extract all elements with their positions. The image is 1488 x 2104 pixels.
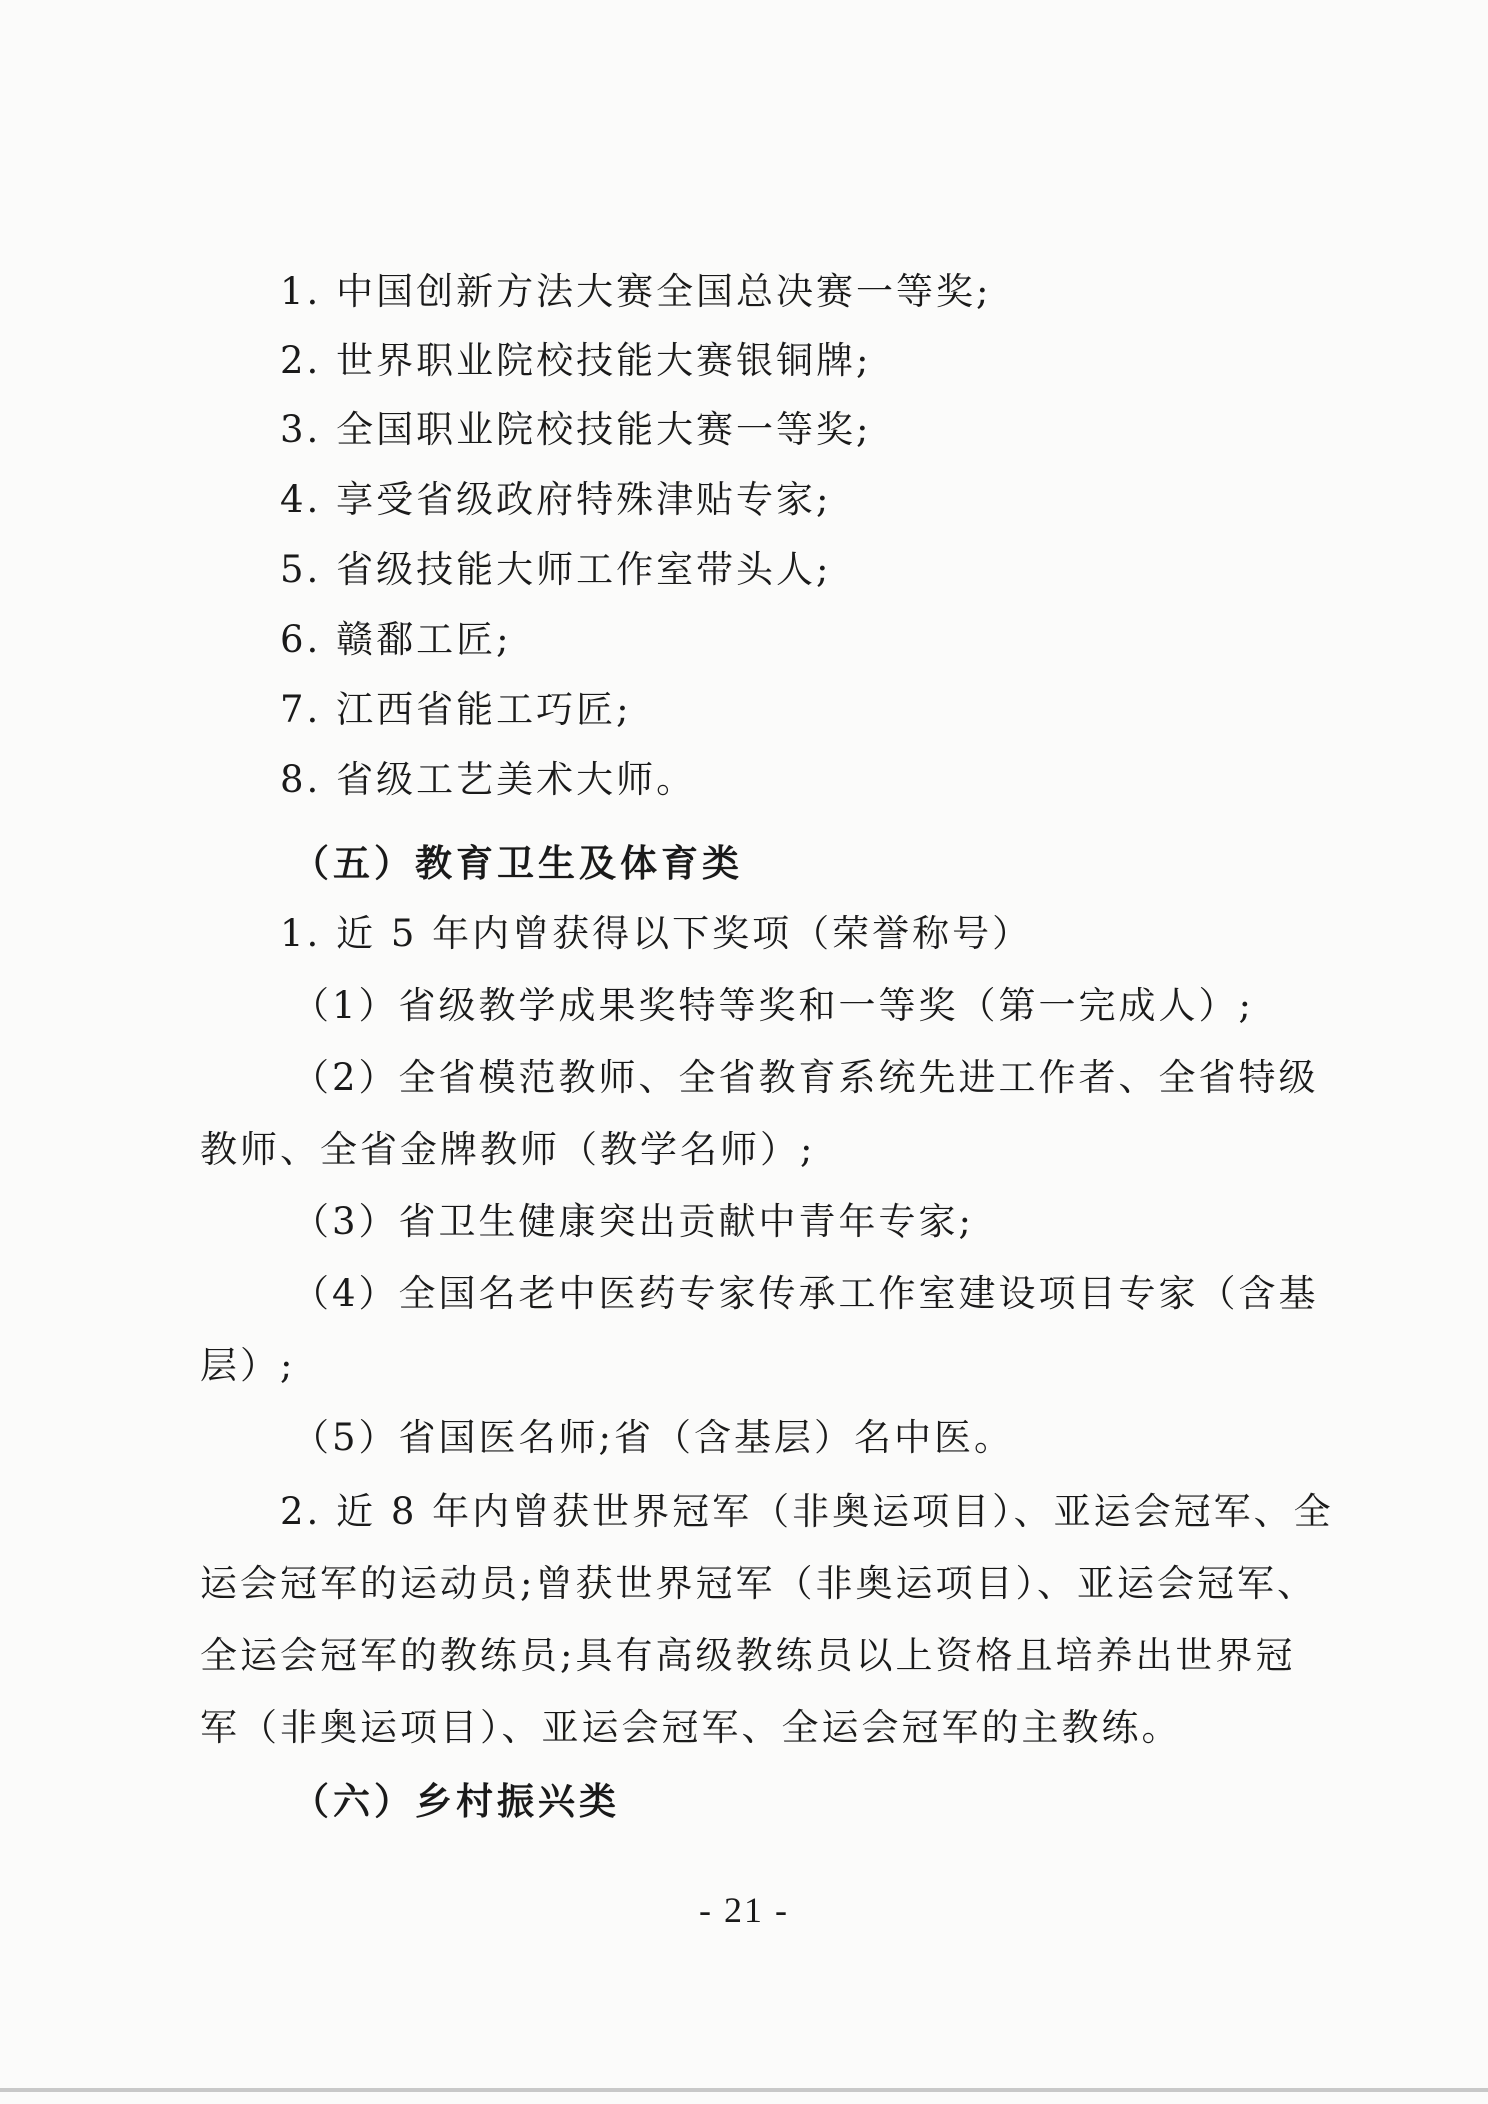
list-item-6: 6. 赣鄱工匠; [280,618,512,661]
list-item-7: 7. 江西省能工巧匠; [280,688,632,731]
list-item-5: 5. 省级技能大师工作室带头人; [280,548,832,591]
list-item-4: 4. 享受省级政府特殊津贴专家; [280,478,832,521]
list-item-2: 2. 世界职业院校技能大赛银铜牌; [280,339,872,382]
list-item-3: 3. 全国职业院校技能大赛一等奖; [280,408,872,451]
list-item-8: 8. 省级工艺美术大师。 [280,758,697,801]
sub-item-2-cont: 教师、全省金牌教师（教学名师）; [200,1128,816,1171]
paragraph-item-2-line2: 运会冠军的运动员;曾获世界冠军（非奥运项目）、亚运会冠军、 [200,1562,1317,1605]
section-heading-5: （五）教育卫生及体育类 [292,842,743,885]
sub-item-5: （5）省国医名师;省（含基层）名中医。 [292,1416,1015,1459]
paragraph-item-2-line4: 军（非奥运项目）、亚运会冠军、全运会冠军的主教练。 [200,1706,1182,1749]
section-heading-6: （六）乡村振兴类 [292,1780,620,1823]
paragraph-item-2: 2. 近 8 年内曾获世界冠军（非奥运项目）、亚运会冠军、全 [280,1490,1334,1533]
sub-item-3: （3）省卫生健康突出贡献中青年专家; [292,1200,975,1243]
sub-item-4-cont: 层）; [200,1344,296,1387]
page-number: - 21 - [699,1890,789,1930]
paragraph-item-1: 1. 近 5 年内曾获得以下奖项（荣誉称号） [280,912,1033,955]
sub-item-1: （1）省级教学成果奖特等奖和一等奖（第一完成人）; [292,984,1255,1027]
sub-item-4: （4）全国名老中医药专家传承工作室建设项目专家（含基 [292,1272,1319,1315]
sub-item-2: （2）全省模范教师、全省教育系统先进工作者、全省特级 [292,1056,1319,1099]
paragraph-item-2-line3: 全运会冠军的教练员;具有高级教练员以上资格且培养出世界冠 [200,1634,1296,1677]
scan-edge-divider [0,2088,1488,2092]
list-item-1: 1. 中国创新方法大赛全国总决赛一等奖; [280,270,992,313]
